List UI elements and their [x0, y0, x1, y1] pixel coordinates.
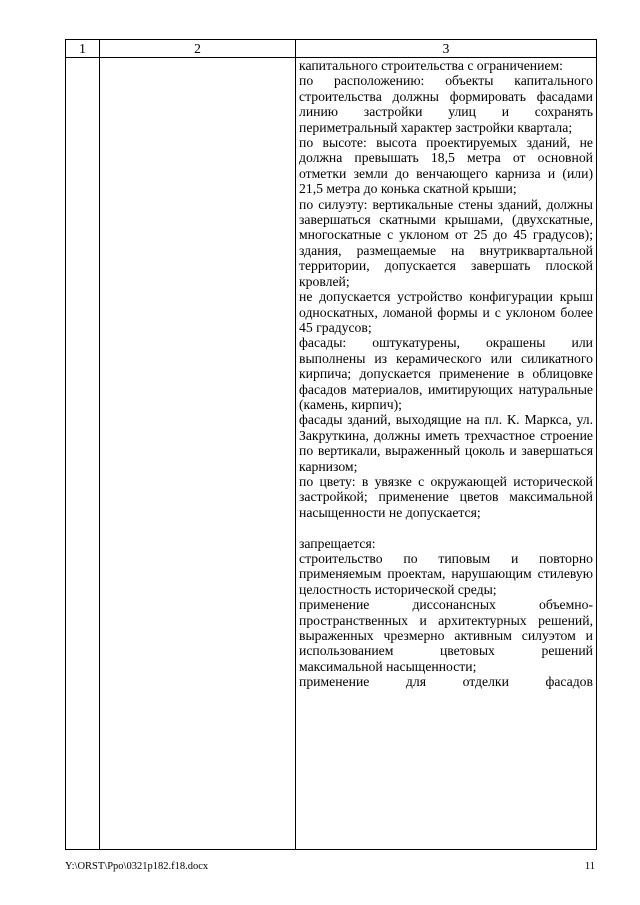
paragraph: строительство по типовым и повторно применяемым проектам, нарушающим стилевую целостность исторической среды;: [299, 550, 593, 597]
footer-page-number: 11: [584, 861, 595, 872]
table-header-row: [66, 40, 597, 58]
cell-column-2: [100, 58, 296, 850]
paragraph: применение для отделки фасадов: [299, 674, 593, 690]
paragraph: применение диссонансных объемно-пространственных и архитектурных решений, выраженных чрезмерно активным силуэтом и использованием цветовых решений максимальной насыщенности;: [299, 597, 593, 674]
regulation-text: [296, 58, 596, 690]
paragraph: фасады зданий, выходящие на пл. К. Маркса, ул. Закруткина, должны иметь трехчастное строение по вертикали, выраженный цоколь и завершаться карнизом;: [299, 412, 593, 474]
column-header-2: 2: [100, 40, 296, 58]
footer-file-path: Y:\ORST\Ppo\0321p182.f18.docx: [65, 861, 209, 872]
column-header-3: 3: [296, 40, 597, 58]
paragraph: по расположению: объекты капитального строительства должны формировать фасадами линию застройки улиц и сохранять периметральный характер застройки квартала;: [299, 73, 593, 135]
column-header-1: 1: [66, 40, 100, 58]
blank-line: [299, 520, 593, 535]
paragraph: капитального строительства с ограничением:: [299, 58, 563, 73]
table-row: [66, 58, 597, 850]
paragraph: фасады: оштукатурены, окрашены или выполнены из керамического или силикатного кирпича; допускается применение в облицовке фасадов материалов, имитирующих натуральные (камень, кирпич);: [299, 335, 593, 412]
paragraph: по цвету: в увязке с окружающей исторической застройкой; применение цветов максимальной насыщенности не допускается;: [299, 473, 593, 520]
paragraph: запрещается:: [299, 535, 376, 551]
document-table: [65, 39, 597, 850]
cell-column-1: [66, 58, 100, 850]
paragraph: по высоте: высота проектируемых зданий, не должна превышать 18,5 метра от основной отметки земли до венчающего карниза и (или) 21,5 метра до конька скатной крыши;: [299, 135, 593, 197]
paragraph: не допускается устройство конфигурации крыш односкатных, ломаной формы и с уклоном более 45 градусов;: [299, 289, 593, 335]
paragraph: по силуэту: вертикальные стены зданий, должны завершаться скатными крышами, (двухскатные, многоскатные с уклоном от 25 до 45 градусов); здания, размещаемые на внутриквартальной территории, допускается завершать плоской кровлей;: [299, 196, 593, 289]
cell-column-3: [296, 58, 597, 850]
